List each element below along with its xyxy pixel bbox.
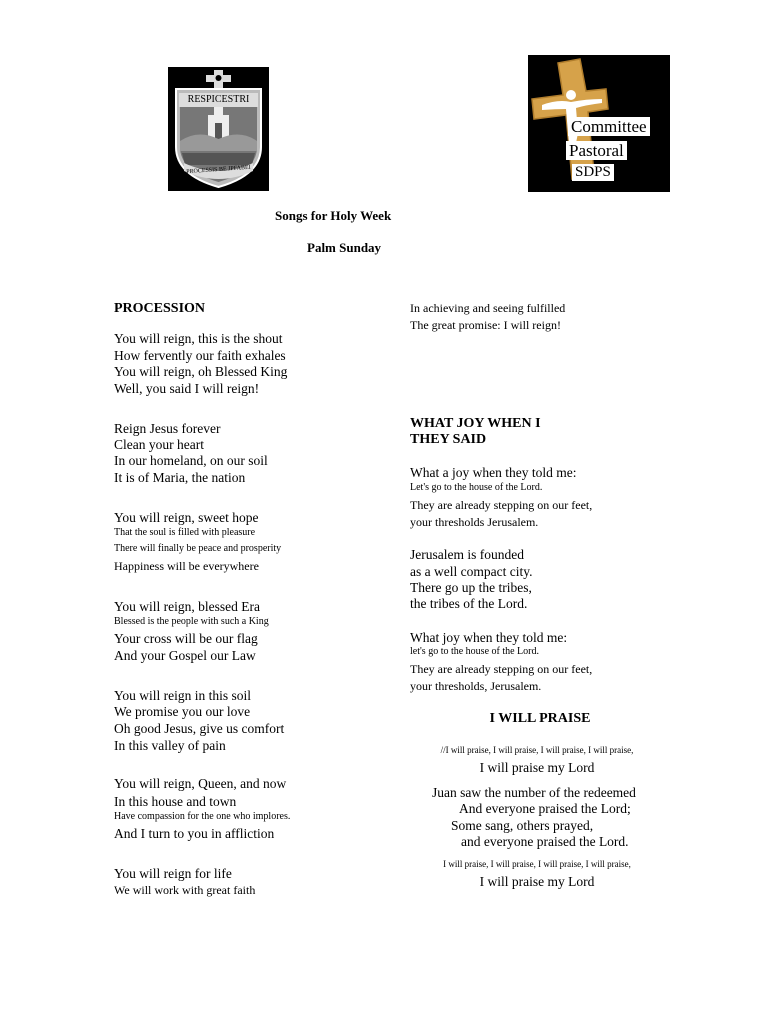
lyric-line: Happiness will be everywhere	[114, 559, 259, 573]
lyric-line: You will reign, this is the shout	[114, 331, 283, 346]
lyric-line: What joy when they told me:	[410, 630, 568, 645]
school-crest-logo	[168, 67, 269, 191]
lyric-line: Oh good Jesus, give us comfort	[114, 721, 285, 736]
lyric-line: Juan saw the number of the redeemed	[432, 785, 636, 800]
crest-top-text: RESPICESTRI	[187, 94, 250, 105]
lyric-line: I will praise my Lord	[479, 874, 595, 889]
lyric-line: Some sang, others prayed,	[451, 818, 594, 833]
page-subtitle: Palm Sunday	[307, 240, 382, 255]
section-heading-what-joy	[410, 416, 541, 448]
lyric-line: Blessed is the people with such a King	[114, 616, 269, 627]
lyric-line: the tribes of the Lord.	[410, 596, 528, 611]
lyric-line: as a well compact city.	[410, 564, 533, 579]
lyric-line: And everyone praised the Lord;	[459, 801, 631, 816]
lyric-line: That the soul is filled with pleasure	[114, 527, 256, 538]
lyric-line: You will reign, Queen, and now	[114, 776, 287, 791]
lyric-line: Clean your heart	[114, 437, 204, 452]
lyric-line: Have compassion for the one who implores.	[114, 811, 291, 822]
section-heading-procession: PROCESSION	[114, 301, 206, 316]
lyric-line: I will praise, I will praise, I will praise, I will praise,	[443, 859, 631, 869]
lyric-line: It is of Maria, the nation	[114, 470, 246, 485]
lyric-line: Jerusalem is founded	[410, 547, 524, 562]
lyric-line: In our homeland, on our soil	[114, 453, 268, 468]
lyric-line: //I will praise, I will praise, I will praise, I will praise,	[440, 745, 634, 755]
logo-label-committee: Committee	[568, 117, 650, 136]
lyric-line: In achieving and seeing fulfilled	[410, 301, 566, 315]
section-heading-line-1: WHAT JOY WHEN I	[410, 416, 541, 431]
lyric-line: We will work with great faith	[114, 883, 256, 897]
page-title: Songs for Holy Week	[275, 208, 392, 223]
lyric-line: What a joy when they told me:	[410, 465, 577, 480]
lyric-line: You will reign for life	[114, 866, 232, 881]
lyric-line: You will reign, oh Blessed King	[114, 364, 288, 379]
lyric-line: How fervently our faith exhales	[114, 348, 286, 363]
lyric-line: There will finally be peace and prosperity	[114, 543, 282, 554]
lyric-line: and everyone praised the Lord.	[461, 834, 629, 849]
lyric-line: In this valley of pain	[114, 738, 226, 753]
lyric-line: your thresholds, Jerusalem.	[410, 679, 542, 693]
lyric-line: We promise you our love	[114, 704, 251, 719]
lyric-line: You will reign in this soil	[114, 688, 252, 703]
lyric-line: let's go to the house of the Lord.	[410, 646, 539, 657]
lyric-line: And your Gospel our Law	[114, 648, 256, 663]
crest-bottom-text: PROCESSIS BE JPFABEI	[186, 164, 251, 176]
lyric-line: There go up the tribes,	[410, 580, 532, 595]
lyric-line: And I turn to you in affliction	[114, 826, 275, 841]
logo-label-pastoral: Pastoral	[566, 141, 627, 160]
lyric-line: I will praise my Lord	[479, 760, 595, 775]
logo-label-sdps: SDPS	[572, 164, 614, 181]
lyric-line: In this house and town	[114, 794, 237, 809]
lyric-line: Let's go to the house of the Lord.	[410, 482, 543, 493]
section-heading-line-2: THEY SAID	[410, 432, 487, 447]
lyric-line: They are already stepping on our feet,	[410, 662, 593, 676]
lyric-line: your thresholds Jerusalem.	[410, 515, 539, 529]
lyric-line: You will reign, sweet hope	[114, 510, 259, 525]
pastoral-committee-logo	[528, 55, 670, 192]
lyric-line: Well, you said I will reign!	[114, 381, 260, 396]
lyric-line: Your cross will be our flag	[114, 631, 258, 646]
section-heading-i-will-praise: I WILL PRAISE	[489, 711, 591, 726]
lyric-line: You will reign, blessed Era	[114, 599, 260, 614]
lyric-line: The great promise: I will reign!	[410, 318, 561, 332]
lyric-line: Reign Jesus forever	[114, 421, 221, 436]
lyric-line: They are already stepping on our feet,	[410, 498, 593, 512]
